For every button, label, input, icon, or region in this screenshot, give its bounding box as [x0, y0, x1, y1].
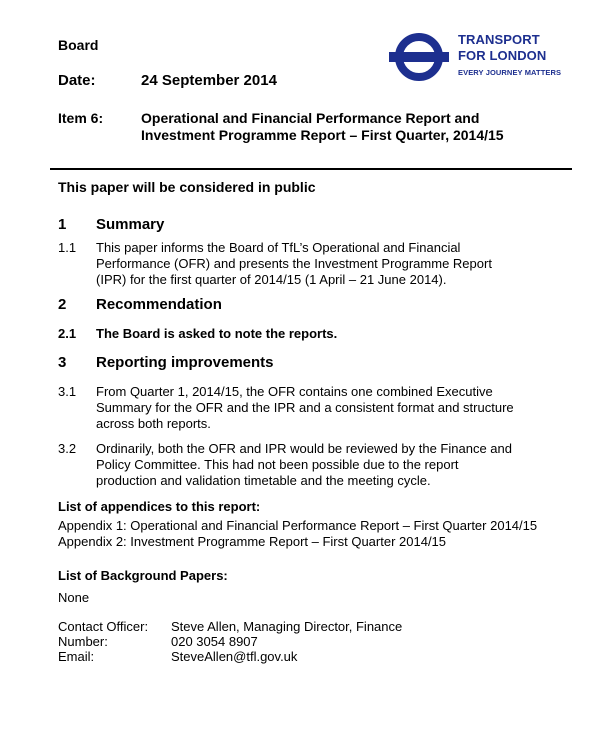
- item-title-line1: Operational and Financial Performance Report and: [141, 110, 480, 126]
- item-3-1-text: From Quarter 1, 2014/15, the OFR contains one combined Executive Summary for the OFR and the IPR and a consistent format and structure across both reports.: [96, 384, 514, 431]
- contact-email-label: Email:: [58, 649, 95, 664]
- board-label: Board: [58, 37, 99, 53]
- item-3-2-number: 3.2: [58, 441, 77, 456]
- item-2-1-text: The Board is asked to note the reports.: [96, 326, 338, 341]
- item-1-1-number: 1.1: [58, 240, 77, 255]
- contact-email-value[interactable]: SteveAllen@tfl.gov.uk: [171, 649, 298, 664]
- item-label: Item 6:: [58, 110, 104, 126]
- roundel-icon: [388, 32, 450, 82]
- appendix-2: Appendix 2: Investment Programme Report – First Quarter 2014/15: [58, 534, 447, 549]
- contact-officer-label: Contact Officer:: [58, 619, 149, 634]
- appendices-heading: List of appendices to this report:: [58, 499, 261, 514]
- background-value: None: [58, 590, 90, 605]
- item-2-1-number: 2.1: [58, 326, 77, 341]
- public-notice: This paper will be considered in public: [58, 179, 316, 195]
- section-2-title: Recommendation: [96, 296, 222, 313]
- logo-tagline: EVERY JOURNEY MATTERS: [458, 68, 562, 77]
- appendix-1: Appendix 1: Operational and Financial Performance Report – First Quarter 2014/15: [58, 518, 538, 533]
- date-value: 24 September 2014: [141, 72, 277, 89]
- header-divider: [50, 168, 572, 170]
- section-1-number: 1: [58, 216, 67, 233]
- section-3-number: 3: [58, 354, 67, 371]
- logo-line1: TRANSPORT: [458, 32, 540, 47]
- contact-number-value: 020 3054 8907: [171, 634, 258, 649]
- logo-line2: FOR LONDON: [458, 48, 547, 63]
- section-2-number: 2: [58, 296, 67, 313]
- date-label: Date:: [58, 72, 96, 89]
- item-1-1-text: This paper informs the Board of TfL’s Operational and Financial Performance (OFR) and presents the Investment Programme Report (IPR) for the first quarter of 2014/15 (1 April – 21 June 2014).: [96, 240, 492, 287]
- contact-officer-value: Steve Allen, Managing Director, Finance: [171, 619, 403, 634]
- contact-number-label: Number:: [58, 634, 108, 649]
- section-1-title: Summary: [96, 216, 165, 233]
- item-3-2-text: Ordinarily, both the OFR and IPR would be reviewed by the Finance and Policy Committee. This had not been possible due to the report production and validation timetable and the meeting cycle.: [96, 441, 512, 488]
- item-3-1-number: 3.1: [58, 384, 77, 399]
- background-heading: List of Background Papers:: [58, 568, 228, 583]
- section-3-title: Reporting improvements: [96, 354, 274, 371]
- item-title-line2: Investment Programme Report – First Quarter, 2014/15: [141, 127, 504, 143]
- tfl-logo: [388, 30, 568, 84]
